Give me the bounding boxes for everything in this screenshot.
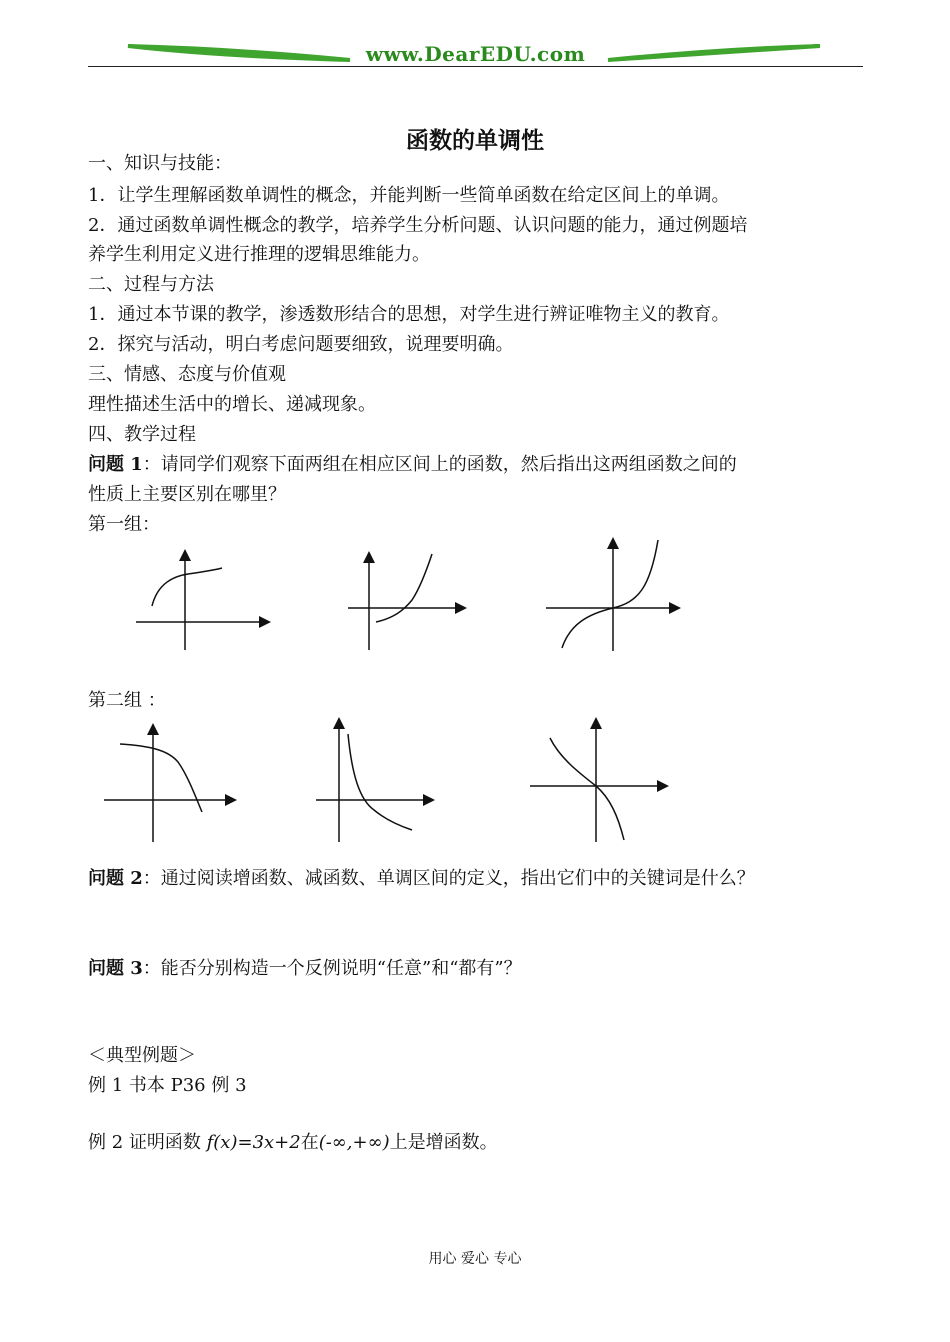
graph-increasing-quadratic xyxy=(342,548,472,653)
section-heading: 二、过程与方法 xyxy=(88,274,214,295)
page-title: 函数的单调性 xyxy=(406,127,544,154)
graph-decreasing-reciprocal xyxy=(312,716,437,844)
question-label: 问题 3 xyxy=(88,958,143,979)
paragraph: 理性描述生活中的增长、递减现象。 xyxy=(88,394,376,415)
question-1-continued: 性质上主要区别在哪里？ xyxy=(88,484,286,505)
example-2-mid: 在 xyxy=(300,1132,319,1153)
example-2-formula: f(x)=3x+2 xyxy=(206,1132,301,1153)
example-2 xyxy=(88,1132,498,1154)
group-1-label: 第一组： xyxy=(88,514,160,535)
section-heading: 一、知识与技能： xyxy=(88,153,232,174)
paragraph: 1．让学生理解函数单调性的概念，并能判断一些简单函数在给定区间上的单调。 xyxy=(88,185,730,206)
question-1 xyxy=(88,454,737,476)
graph-decreasing-concave xyxy=(100,722,240,844)
question-label: 问题 2 xyxy=(88,868,143,889)
example-2-interval: (-∞,+∞) xyxy=(318,1132,390,1153)
example-1: 例 1 书本 P36 例 3 xyxy=(88,1075,247,1096)
page-footer: 用心 爱心 专心 xyxy=(428,1251,522,1267)
question-2 xyxy=(88,868,755,890)
graph-decreasing-cubic xyxy=(526,716,671,844)
group-2-label: 第二组 ： xyxy=(88,690,166,711)
site-logo: www.DearEDU.com xyxy=(365,42,586,66)
example-2-prefix: 例 2 证明函数 xyxy=(88,1132,207,1153)
question-3 xyxy=(88,958,522,980)
question-label: 问题 1 xyxy=(88,454,143,475)
paragraph: 2．通过函数单调性概念的教学，培养学生分析问题、认识问题的能力，通过例题培 xyxy=(88,215,748,236)
question-text: ：通过阅读增函数、减函数、单调区间的定义，指出它们中的关键词是什么？ xyxy=(142,868,755,889)
header-rule xyxy=(88,66,863,67)
question-text: ：能否分别构造一个反例说明“任意”和“都有”？ xyxy=(142,958,522,979)
section-heading: 三、情感、态度与价值观 xyxy=(88,364,286,385)
question-text: ：请同学们观察下面两组在相应区间上的函数，然后指出这两组函数之间的 xyxy=(142,454,737,475)
paragraph: 养学生利用定义进行推理的逻辑思维能力。 xyxy=(88,244,430,265)
example-2-suffix: 上是增函数。 xyxy=(389,1132,498,1153)
section-heading: 四、教学过程 xyxy=(88,424,196,445)
examples-heading: ＜典型例题＞ xyxy=(88,1045,196,1066)
paragraph: 2．探究与活动，明白考虑问题要细致，说理要明确。 xyxy=(88,334,514,355)
paragraph: 1．通过本节课的教学，渗透数形结合的思想，对学生进行辨证唯物主义的教育。 xyxy=(88,304,730,325)
graph-increasing-cubic xyxy=(540,536,685,654)
graph-increasing-log xyxy=(130,548,275,653)
